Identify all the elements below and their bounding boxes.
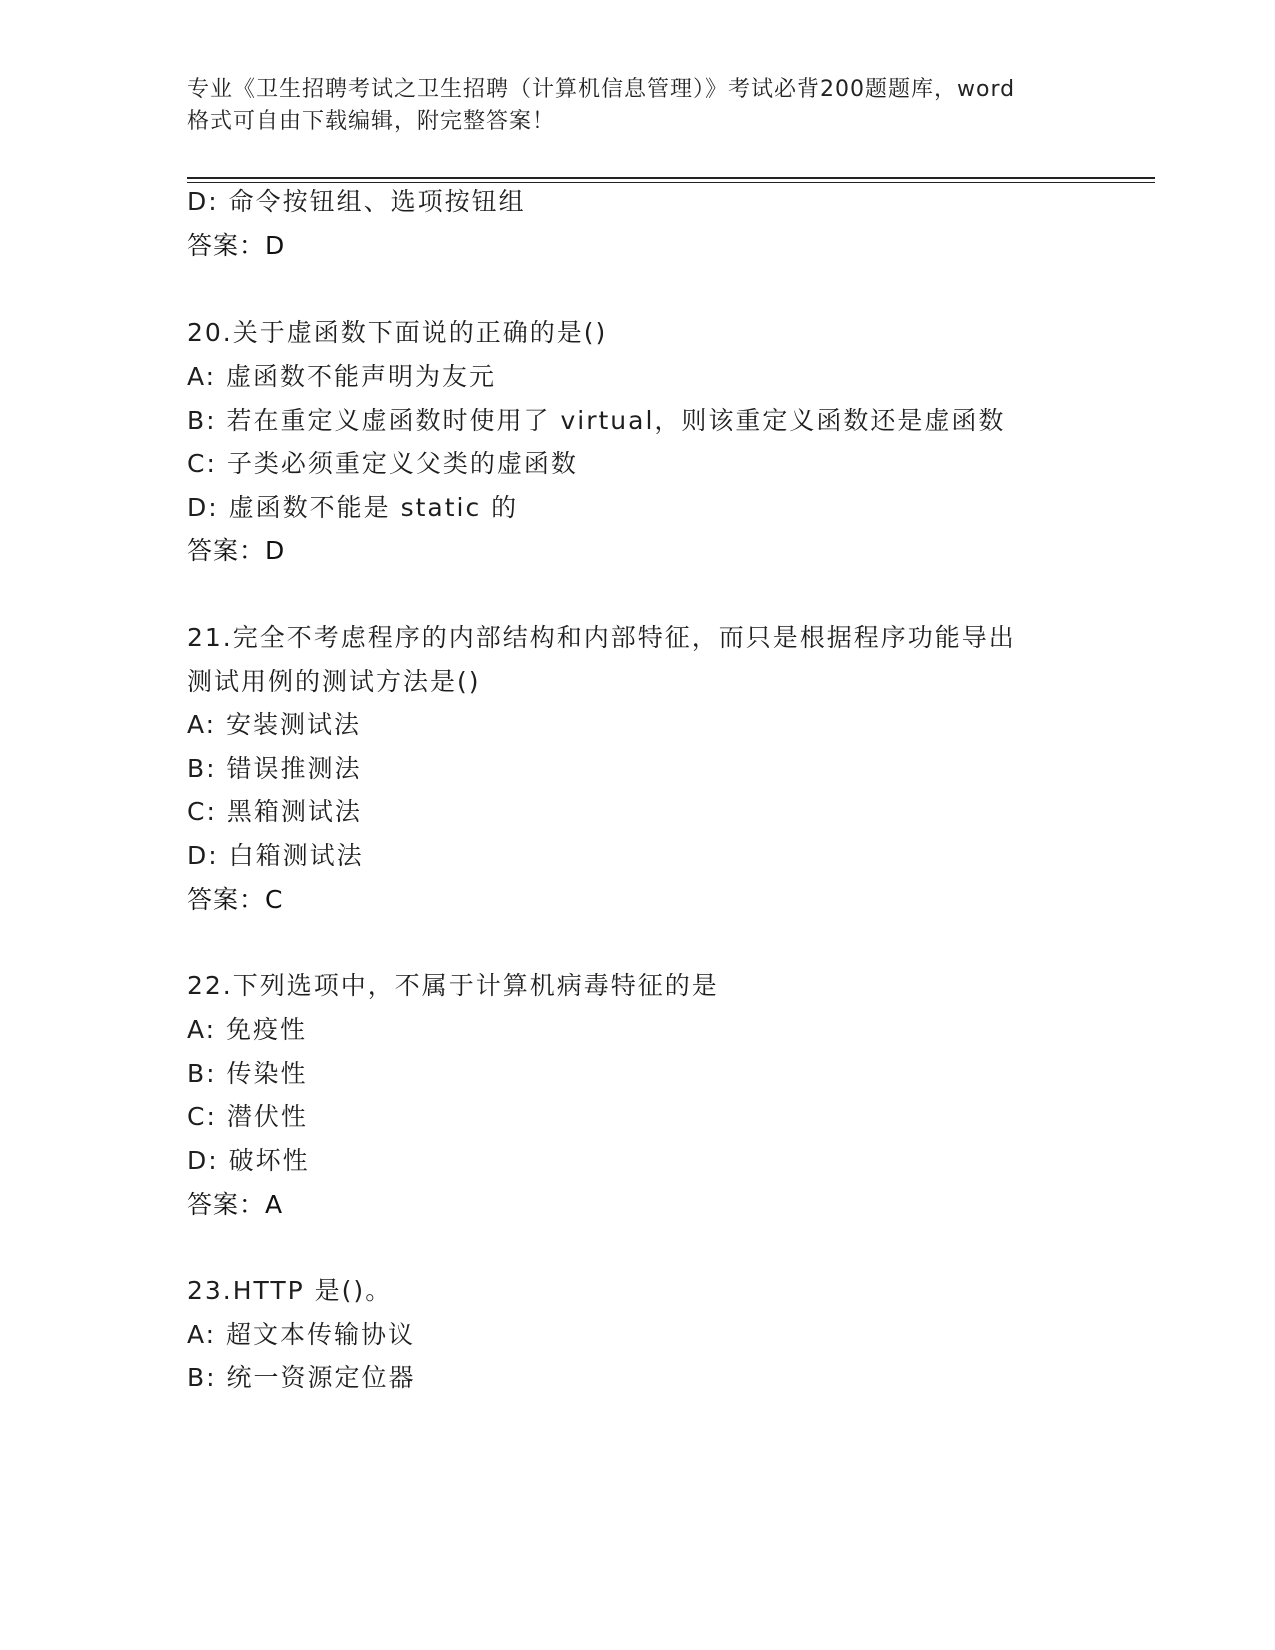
q20-answer: 答案：D <box>187 536 286 565</box>
q21-option-b: B: 错误推测法 <box>187 754 362 783</box>
q20-stem: 20.关于虚函数下面说的正确的是() <box>187 318 608 347</box>
q21-answer: 答案：C <box>187 885 284 914</box>
q22-option-b: B: 传染性 <box>187 1059 308 1088</box>
q23-stem: 23.HTTP 是()。 <box>187 1276 393 1305</box>
q22-option-a: A: 免疫性 <box>187 1015 308 1044</box>
header-title-line-1: 专业《卫生招聘考试之卫生招聘（计算机信息管理）》考试必背200题题库，word <box>187 77 1016 102</box>
q20-option-b: B: 若在重定义虚函数时使用了 virtual，则该重定义函数还是虚函数 <box>187 406 1006 435</box>
q20-option-d: D: 虚函数不能是 static 的 <box>187 493 519 522</box>
q21-option-d: D: 白箱测试法 <box>187 841 364 870</box>
header-divider-thick <box>187 177 1155 179</box>
header-title-line-2: 格式可自由下载编辑，附完整答案！ <box>187 109 556 134</box>
q19-option-d: D: 命令按钮组、选项按钮组 <box>187 187 526 216</box>
header-divider-thin <box>187 182 1155 183</box>
q22-answer: 答案：A <box>187 1190 284 1219</box>
q20-option-c: C: 子类必须重定义父类的虚函数 <box>187 449 578 478</box>
q21-option-a: A: 安装测试法 <box>187 710 362 739</box>
q21-stem-line-2: 测试用例的测试方法是() <box>187 667 481 696</box>
document-header <box>187 74 1087 138</box>
q20-option-a: A: 虚函数不能声明为友元 <box>187 362 497 391</box>
q19-answer: 答案：D <box>187 231 286 260</box>
q22-stem: 22.下列选项中，不属于计算机病毒特征的是 <box>187 971 719 1000</box>
q23-option-b: B: 统一资源定位器 <box>187 1363 416 1392</box>
q21-option-c: C: 黑箱测试法 <box>187 797 362 826</box>
q21-stem-line-1: 21.完全不考虑程序的内部结构和内部特征，而只是根据程序功能导出 <box>187 623 1016 652</box>
q22-option-d: D: 破坏性 <box>187 1146 310 1175</box>
q22-option-c: C: 潜伏性 <box>187 1102 308 1131</box>
q23-option-a: A: 超文本传输协议 <box>187 1320 416 1349</box>
